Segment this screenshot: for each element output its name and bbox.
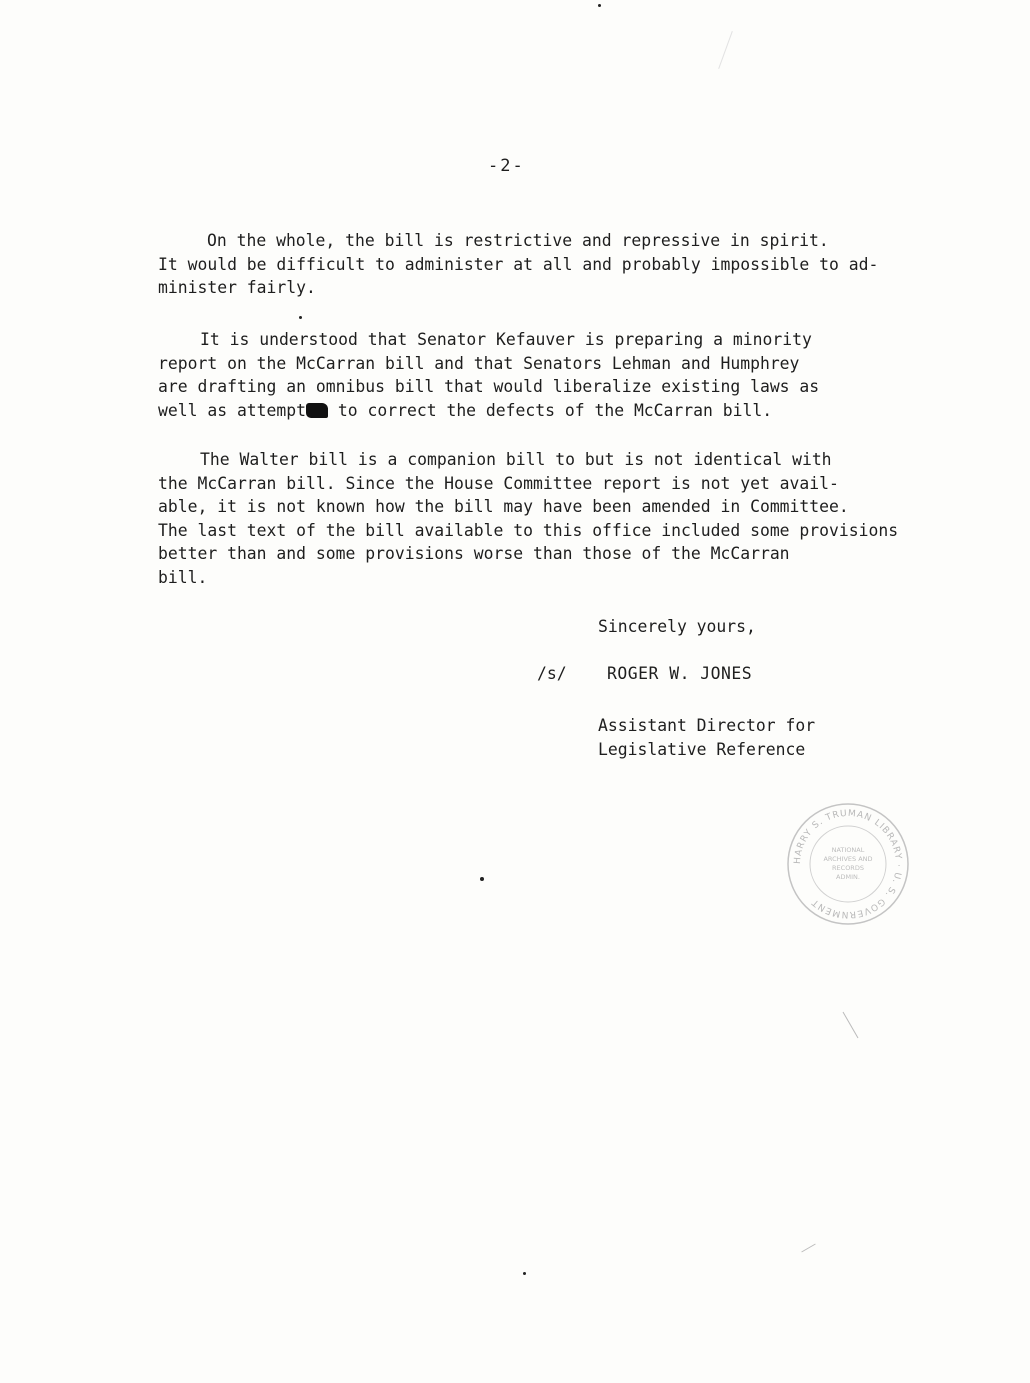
paragraph-line: The Walter bill is a companion bill to but is not identical with (200, 450, 832, 469)
paragraph-1 (158, 229, 958, 300)
signer-title-line-1: Assistant Director for (598, 716, 816, 735)
paragraph-line (158, 399, 958, 423)
signer-title (598, 714, 815, 761)
paragraph-line: It is understood that Senator Kefauver is preparing a minority (200, 330, 812, 349)
paragraph-line-end: to correct the defects of the McCarran bill. (328, 400, 773, 420)
paragraph-line: minister fairly. (158, 278, 316, 297)
closing-salutation: Sincerely yours, (598, 617, 756, 636)
paragraph-line: able, it is not known how the bill may have been amended in Committee. (158, 497, 849, 516)
paragraph-line: The last text of the bill available to this office included some provisions (158, 520, 899, 540)
paper-scratch (801, 1244, 815, 1253)
seal-center-line-2: ARCHIVES AND (823, 855, 873, 863)
paragraph-line-start: well as attempt (158, 400, 307, 420)
seal-center-line-1: NATIONAL (831, 846, 865, 854)
page-number: -2- (488, 156, 525, 176)
paragraph-line: On the whole, the bill is restrictive and repressive in spirit. (207, 231, 829, 250)
signature-row (537, 664, 752, 683)
paper-speck (299, 316, 302, 319)
paper-speck (523, 1272, 526, 1275)
paper-scratch (718, 31, 733, 69)
signer-name: ROGER W. JONES (607, 664, 753, 683)
paragraph-line: report on the McCarran bill and that Senators Lehman and Humphrey (158, 353, 800, 373)
paragraph-line: It would be difficult to administer at all and probably impossible to ad- (158, 254, 879, 274)
paper-speck (598, 4, 601, 7)
signer-title-line-2: Legislative Reference (598, 739, 806, 759)
seal-center-line-4: ADMIN. (836, 873, 860, 881)
redaction-mark (306, 403, 328, 418)
paper-speck (480, 877, 484, 881)
seal-center-line-3: RECORDS (832, 864, 864, 872)
seal-ring-text: HARRY S. TRUMAN LIBRARY · U. S. GOVERNMENT (792, 808, 904, 920)
paragraph-line: the McCarran bill. Since the House Committee report is not yet avail- (158, 473, 839, 493)
paragraph-line: better than and some provisions worse than those of the McCarran (158, 544, 790, 563)
signature-mark: /s/ (537, 664, 567, 683)
library-seal-stamp (784, 800, 912, 928)
paper-scratch (843, 1012, 859, 1038)
paragraph-line: bill. (158, 567, 208, 587)
paragraph-2 (158, 328, 958, 422)
paragraph-3 (158, 448, 958, 589)
paragraph-line: are drafting an omnibus bill that would liberalize existing laws as (158, 377, 820, 396)
